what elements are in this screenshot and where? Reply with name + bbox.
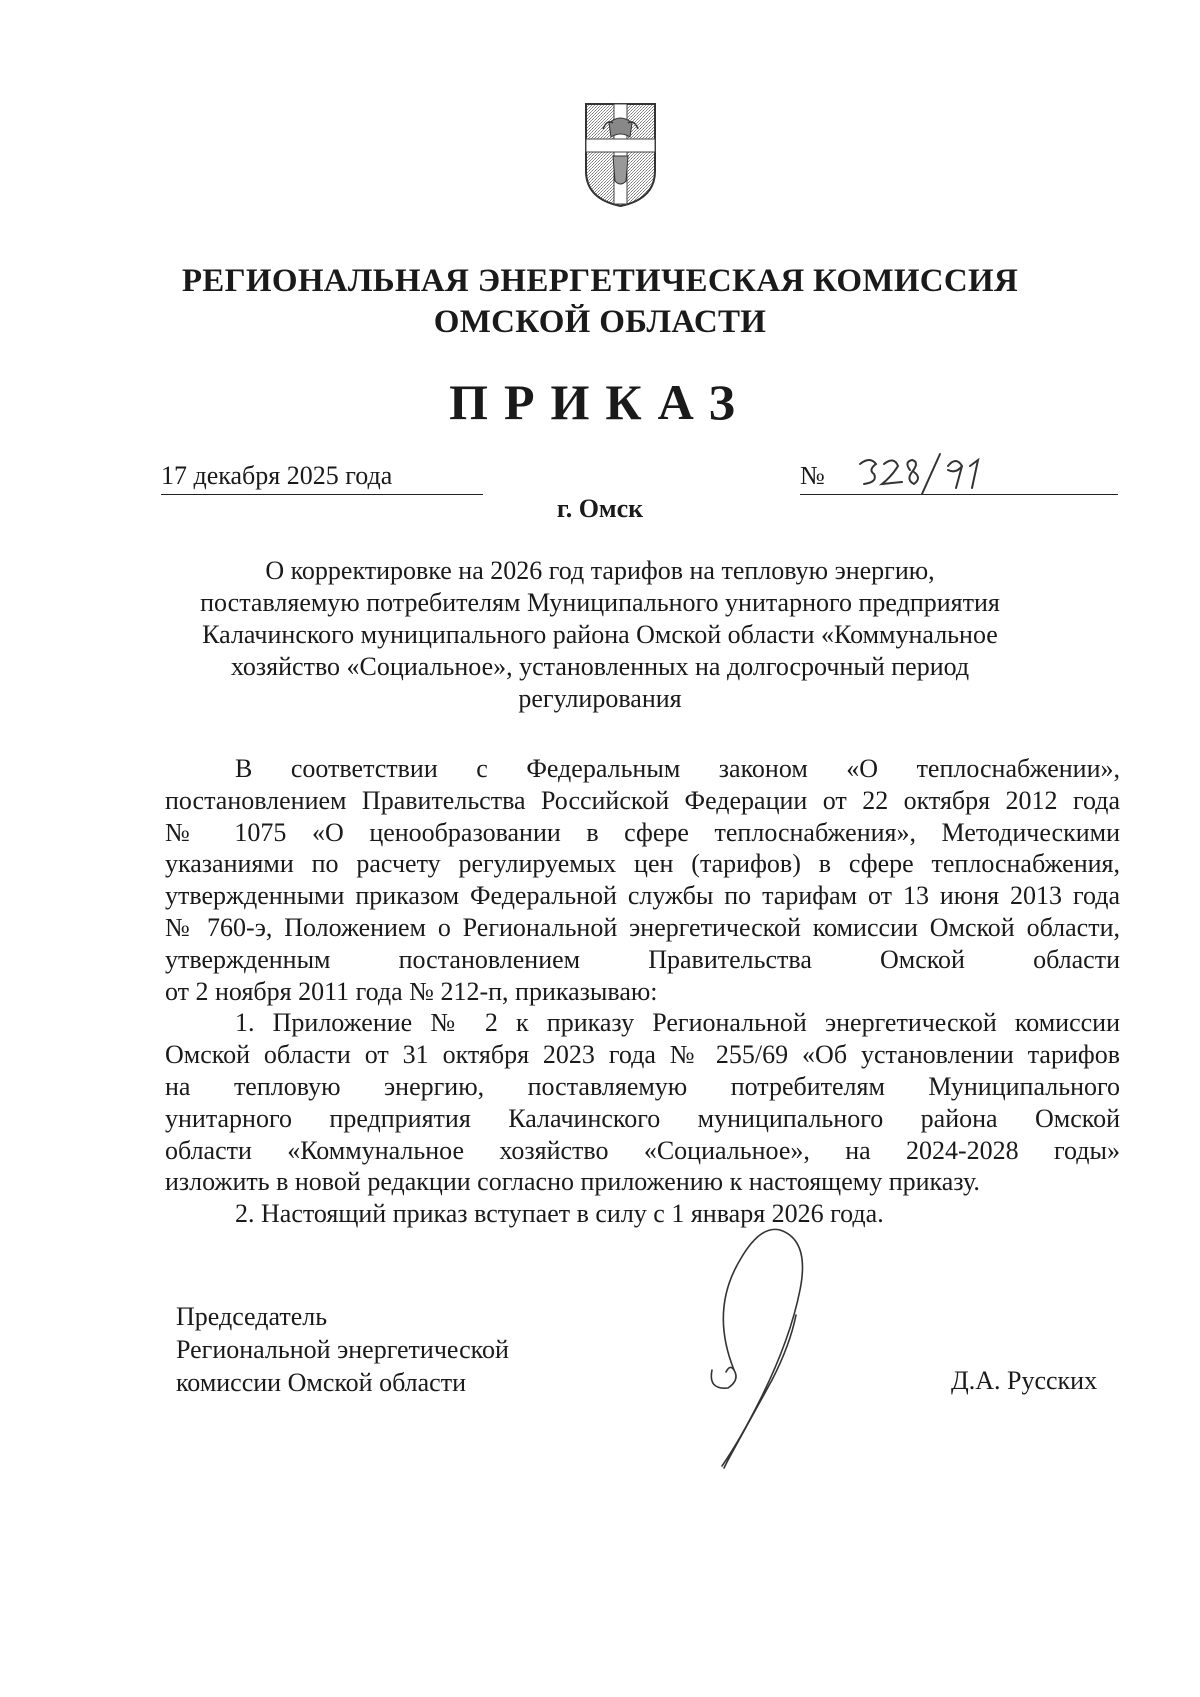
item-1-line: унитарного предприятия Калачинского муниципального района Омской bbox=[165, 1103, 1120, 1133]
position-line: комиссии Омской области bbox=[176, 1368, 466, 1397]
item-1-line: на тепловую энергию, поставляемую потребителям Муниципального bbox=[165, 1071, 1120, 1101]
item-2-line: 2. Настоящий приказ вступает в силу с 1 января 2026 года. bbox=[235, 1199, 884, 1229]
position-line: Региональной энергетической bbox=[176, 1335, 509, 1364]
subject-line: хозяйство «Социальное», установленных на долгосрочный период bbox=[230, 652, 970, 681]
coat-of-arms-icon bbox=[583, 101, 658, 209]
item-1-line: 1. Приложение № 2 к приказу Региональной энергетической комиссии bbox=[235, 1008, 1120, 1038]
item-1-line: области «Коммунальное хозяйство «Социальное», на 2024-2028 годы» bbox=[165, 1135, 1120, 1165]
subject-line: регулирования bbox=[518, 684, 682, 713]
city: г. Омск bbox=[556, 494, 644, 523]
document-type-title: ПРИКАЗ bbox=[449, 374, 751, 430]
org-name-line1: РЕГИОНАЛЬНАЯ ЭНЕРГЕТИЧЕСКАЯ КОМИССИЯ bbox=[181, 263, 1019, 299]
order-number-label: № bbox=[800, 461, 825, 490]
item-1-line: изложить в новой редакции согласно приложению к настоящему приказу. bbox=[165, 1167, 980, 1197]
body-line: постановлением Правительства Российской Федерации от 22 октября 2012 года bbox=[165, 785, 1120, 815]
subject-line: поставляемую потребителям Муниципального унитарного предприятия bbox=[200, 588, 1000, 617]
body-line: утвержденными приказом Федеральной службы по тарифам от 13 июня 2013 года bbox=[165, 881, 1120, 911]
order-number-handwritten bbox=[852, 448, 1002, 496]
item-1-line: Омской области от 31 октября 2023 года № 255/69 «Об установлении тарифов bbox=[165, 1040, 1120, 1070]
order-subject bbox=[150, 555, 1050, 715]
body-line: указаниями по расчету регулируемых цен (тарифов) в сфере теплоснабжения, bbox=[165, 849, 1120, 879]
body-line: утвержденным постановлением Правительства Омской области bbox=[165, 944, 1120, 974]
signatory-position bbox=[176, 1300, 509, 1399]
body-line: № 760-э, Положением о Региональной энергетической комиссии Омской области, bbox=[165, 912, 1120, 942]
order-body bbox=[165, 753, 1120, 1230]
org-name-line2: ОМСКОЙ ОБЛАСТИ bbox=[433, 304, 767, 340]
handwritten-signature bbox=[700, 1220, 840, 1470]
signatory-name: Д.А. Русских bbox=[951, 1366, 1098, 1395]
position-line: Председатель bbox=[176, 1302, 328, 1331]
body-line: № 1075 «О ценообразовании в сфере теплоснабжения», Методическими bbox=[165, 817, 1120, 847]
body-line: В соответствии с Федеральным законом «О теплоснабжении», bbox=[235, 754, 1120, 783]
subject-line: О корректировке на 2026 год тарифов на тепловую энергию, bbox=[265, 556, 935, 585]
order-date: 17 декабря 2025 года bbox=[161, 461, 393, 490]
body-line: от 2 ноября 2011 года № 212-п, приказываю: bbox=[165, 976, 658, 1006]
subject-line: Калачинского муниципального района Омской области «Коммунальное bbox=[202, 620, 998, 649]
